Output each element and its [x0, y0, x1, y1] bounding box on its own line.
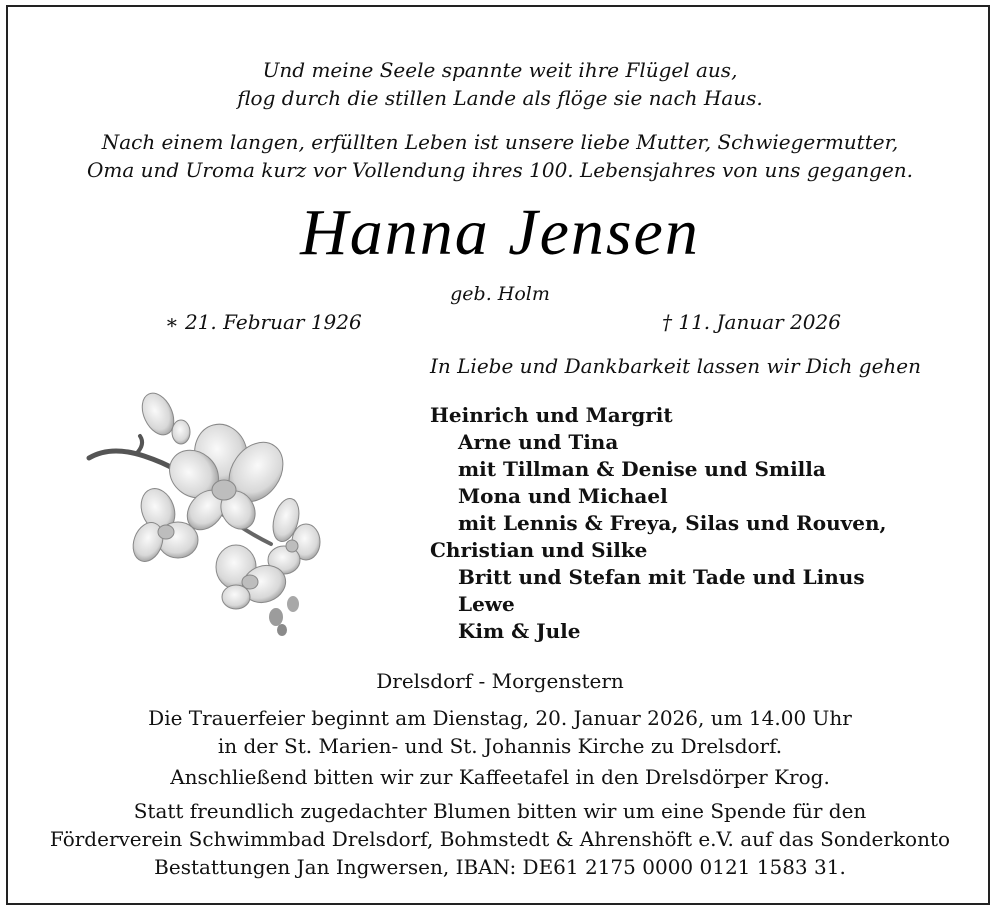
family-member: Christian und Silke: [430, 538, 648, 562]
family-member: Mona und Michael: [458, 484, 668, 508]
verse-line: flog durch die stillen Lande als flöge sie nach Haus.: [237, 86, 763, 110]
donation-line: Statt freundlich zugedachter Blumen bitten wir um eine Spende für den: [133, 799, 867, 823]
ceremony-line: in der St. Marien- und St. Johannis Kirche zu Drelsdorf.: [217, 734, 783, 758]
intro-line: Nach einem langen, erfüllten Leben ist unsere liebe Mutter, Schwiegermutter,: [101, 130, 899, 154]
donation-line: Förderverein Schwimmbad Drelsdorf, Bohmstedt & Ahrenshöft e.V. auf das Sonderkonto: [49, 827, 951, 851]
family-member: Lewe: [458, 592, 515, 616]
family-list: [430, 402, 887, 645]
reception-info: Anschließend bitten wir zur Kaffeetafel in den Drelsdörper Krog.: [170, 765, 830, 789]
death-date: † 11. Januar 2026: [662, 310, 841, 334]
birth-date: ∗ 21. Februar 1926: [165, 310, 362, 334]
family-member: Heinrich und Margrit: [430, 403, 673, 427]
deceased-name: Hanna Jensen: [300, 196, 700, 269]
place-text: Drelsdorf - Morgenstern: [376, 669, 624, 693]
verse-line: Und meine Seele spannte weit ihre Flügel aus,: [262, 58, 738, 82]
donation-info: [0, 797, 1000, 881]
verse: [0, 56, 1000, 112]
ceremony-line: Die Trauerfeier beginnt am Dienstag, 20. Januar 2026, um 14.00 Uhr: [148, 706, 852, 730]
family-member: mit Tillman & Denise und Smilla: [458, 457, 826, 481]
maiden-name: geb. Holm: [450, 283, 550, 305]
intro-text: [0, 128, 1000, 184]
ceremony-info: [0, 704, 1000, 760]
family-member: Kim & Jule: [458, 619, 581, 643]
family-member: mit Lennis & Freya, Silas und Rouven,: [458, 511, 887, 535]
family-member: Arne und Tina: [458, 430, 619, 454]
orchid-flower-icon: [86, 392, 336, 637]
intro-line: Oma und Uroma kurz vor Vollendung ihres 100. Lebensjahres von uns gegangen.: [86, 158, 914, 182]
donation-line: Bestattungen Jan Ingwersen, IBAN: DE61 2175 0000 0121 1583 31.: [154, 855, 846, 879]
farewell-text: In Liebe und Dankbarkeit lassen wir Dich gehen: [430, 354, 922, 378]
family-member: Britt und Stefan mit Tade und Linus: [458, 565, 865, 589]
